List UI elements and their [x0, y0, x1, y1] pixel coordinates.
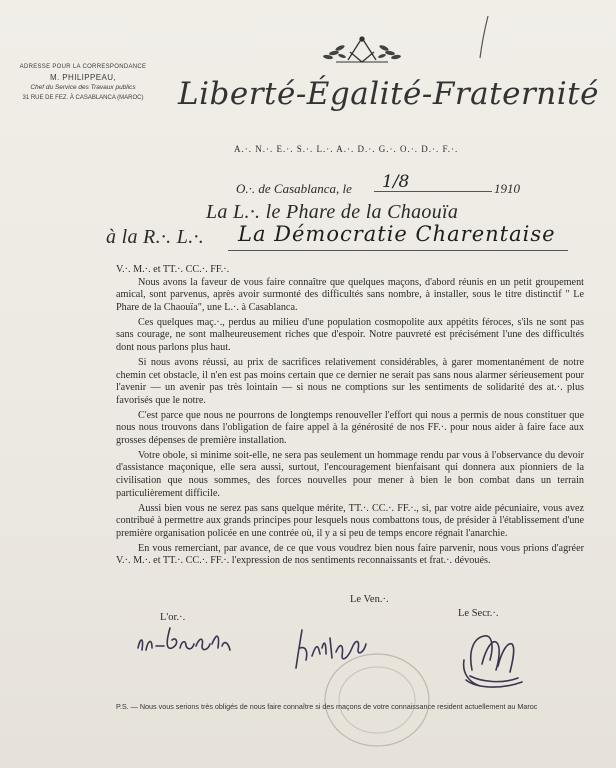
- recipient-prefix: à la R.·. L.·.: [106, 226, 205, 248]
- paragraph: Votre obole, si minime soit-elle, ne sera pas seulement un hommage rendu par vous à l'observance du devoir d'assistance maçonique, elle sera aussi, surtout, l'encouragement bienfaisant qui donnera aux pionniers de la civilisation que nous sommes, des forces nouvelles pour mener à bien le bon combat dans un terrain particulièrement difficile.: [116, 449, 584, 499]
- paragraph: Si nous avons réussi, au prix de sacrifices relativement considérables, à garer momentanément de notre chemin cet obstacle, il n'en est pas moins certain que ce dernier ne serait pas sans nous alarmer sérieusement pour l'avenir — un avenir pas très lointain — si nous ne comptions sur les sentiments de solidarité des at.·. plus favorisés que le notre.: [116, 356, 584, 406]
- correspondence-address: [8, 64, 158, 101]
- recipient-line: [228, 250, 568, 251]
- paragraph: Aussi bien vous ne serez pas sans quelque mérite, TT.·. CC.·. FF.·., si, par votre aide pécuniaire, vous avez contribué à permettre aux grands principes pour lesquels nous combattons tous, de présider à l'établissement d'une première organisation policée en une contrée où, il y a si peu de temps encore régnait l'anarchie.: [116, 502, 584, 539]
- orator-signature: [130, 618, 240, 662]
- motto-title: Liberté-Égalité-Fraternité: [178, 76, 599, 112]
- paragraph: Nous avons la faveur de vous faire connaître que quelques maçons, d'abord réunis en un petit groupement amical, sont parvenus, après avoir surmonté des difficultés sans nombre, à installer, sous le titre distinctif " Le Phare de la Chaouïa", une L.·. à Casablanca.: [116, 276, 584, 313]
- salutation: V.·. M.·. et TT.·. CC.·. FF.·.: [116, 264, 230, 275]
- handwritten-date: 1/8: [382, 172, 410, 192]
- handwritten-recipient: La Démocratie Charentaise: [238, 222, 556, 246]
- pen-mark: [474, 14, 494, 60]
- signature-label-secretary: Le Secr.·.: [458, 608, 499, 619]
- square-compass-emblem-icon: [316, 34, 408, 68]
- secretary-signature: [452, 620, 532, 692]
- signature-label-ven: Le Ven.·.: [350, 594, 389, 605]
- signature-label-orator: L'or.·.: [160, 612, 186, 623]
- orient-location: O.·. de Casablanca, le: [236, 181, 352, 196]
- paragraph: En vous remerciant, par avance, de ce que vous voudrez bien nous faire parvenir, nous vous prions d'agréer V.·. M.·. et TT.·. CC.·. FF.·. l'expression de nos sentiments reconnaissants et frat.·. dévoués.: [116, 542, 584, 567]
- paragraph: C'est parce que nous ne pourrons de longtemps renouveller l'effort qui nous a permis de nous constituer que nous nous trouvons dans l'obligation de faire appel à la générosité de nos FF.·. pour nous aider à faire face aux grosses dépenses de première installation.: [116, 409, 584, 446]
- venerable-signature: [286, 618, 376, 674]
- postscript: P.S. — Nous vous serions très obligés de nous faire connaître si des maçons de votre connaissance resident actuellement au Maroc: [116, 702, 538, 711]
- address-name: M. PHILIPPEAU,: [49, 73, 117, 82]
- address-street: 31 RUE DE FEZ. À CASABLANCA (MAROC): [22, 95, 144, 101]
- letter-body: [116, 264, 584, 570]
- lodge-initials: A.·. N.·. E.·. S.·. L.·. A.·. D.·. G.·. O.·. D.·. F.·.: [234, 144, 459, 154]
- address-role: Chef du Service des Travaux publics: [30, 84, 136, 91]
- lodge-name: La L.·. le Phare de la Chaouïa: [206, 201, 459, 223]
- letter-year: 1910: [494, 181, 520, 196]
- paragraph: Ces quelques maç.·., perdus au milieu d'une population cosmopolite aux appétits féroces, s'ils ne sont pas sans courage, ne sont malheureusement riches que d'espoir. Notre pauvreté est précisément l'une des difficultés dont nous parlons plus haut.: [116, 316, 584, 353]
- address-heading: ADRESSE POUR LA CORRESPONDANCE: [19, 64, 147, 70]
